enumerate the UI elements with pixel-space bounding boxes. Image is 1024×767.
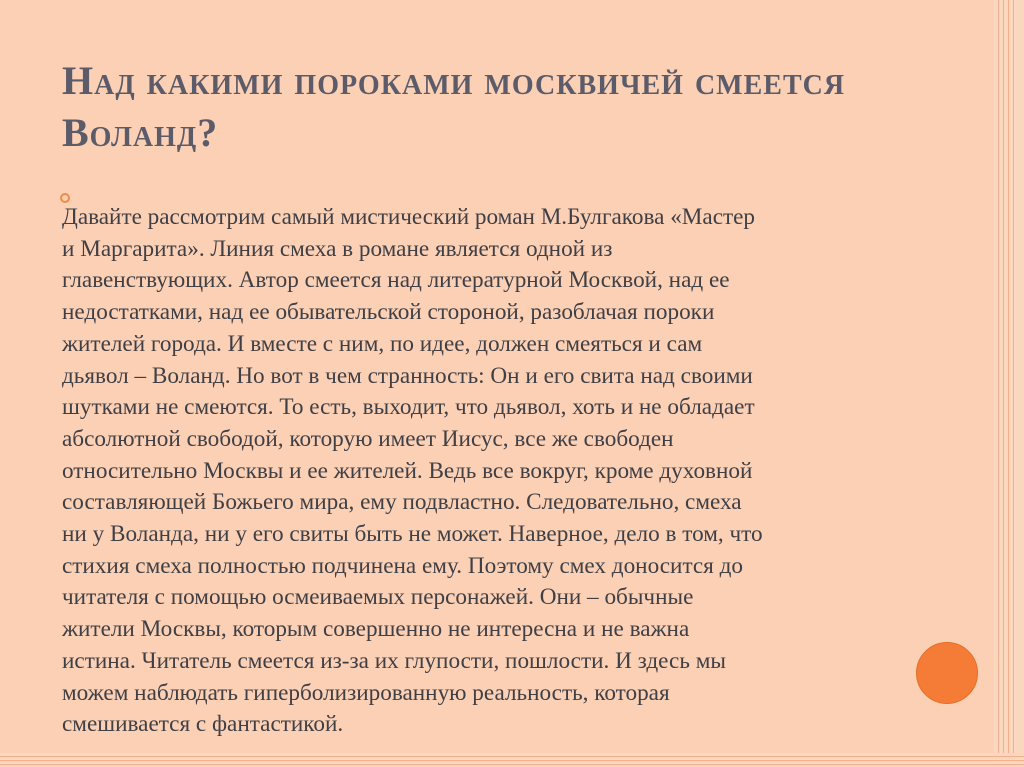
slide-body-text: Давайте рассмотрим самый мистический роман М.Булгакова «Мастер и Маргарита». Линия смеха в романе является одной из главенствующих. Автор смеется над литературной Москвой, над ее недостатками, над ее обывательской стороной, разоблачая пороки жителей города. И вместе с ним, по идее, должен смеяться и сам дьявол – Воланд. Но вот в чем странность: Он и его свита над своими шутками не смеются. То есть, выходит, что дьявол, хоть и не обладает абсолютной свободой, которую имеет Иисус, все же свободен относительно Москвы и ее жителей. Ведь все вокруг, кроме духовной составляющей Божьего мира, ему подвластно. Следовательно, смеха ни у Воланда, ни у его свиты быть не может. Наверное, дело в том, что стихия смеха полностью подчинена ему. Поэтому смех доносится до читателя с помощью осмеиваемых персонажей. Они – обычные жители Москвы, которым совершенно не интересна и не важна истина. Читатель смеется из-за их глупости, пошлости. И здесь мы можем наблюдать гиперболизированную реальность, которая смешивается с фантастикой. (62, 204, 763, 738)
frame-line (1003, 0, 1004, 767)
frame-line (998, 0, 999, 767)
frame-line (1008, 0, 1009, 767)
slide-title: Над какими пороками москвичей смеется Воланд? (62, 58, 846, 155)
frame-line (0, 756, 1024, 757)
frame-line (0, 764, 1024, 765)
right-frame-decoration (994, 0, 1024, 767)
bottom-frame-decoration (0, 753, 1024, 767)
frame-line (1013, 0, 1014, 767)
orange-circle-decoration (916, 642, 978, 704)
frame-line (0, 760, 1024, 761)
